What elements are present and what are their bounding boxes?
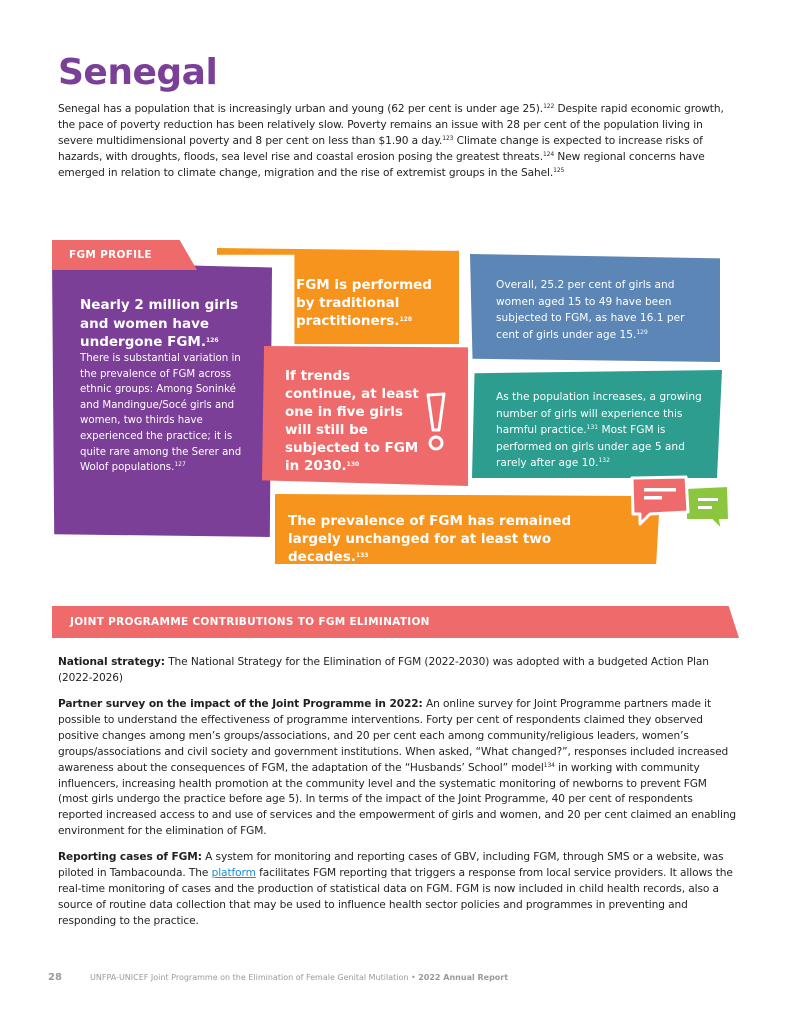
profile-headline-text: Nearly 2 million girls and women have undergone FGM. [80, 297, 239, 350]
population-growth-body: As the population increases, a growing number of girls will experience this harmful practice. [496, 391, 702, 436]
footnote-ref[interactable]: 128 [399, 316, 412, 323]
population-growth-text [496, 389, 706, 472]
partner-survey-text: An online survey for Joint Programme partners made it possible to understand the effectiveness of programme interventions. Forty per cent of respondents claimed they observed positive changes among men’s groups/associations, and 20 per cent each among community/religious leaders, women’s groups/associations and civil society and government institutions. When asked, “What changed?”, responses included increased awareness about the consequences of FGM, the adaptation of the “Husbands’ School” model [58, 698, 729, 774]
prevalence-stat-body: Overall, 25.2 per cent of girls and women aged 15 to 49 have been subjected to FGM, as have 16.1 per cent of girls under age 15. [496, 279, 685, 341]
footnote-ref[interactable]: 131 [586, 424, 599, 431]
reporting-text: A system for monitoring and reporting cases of GBV, including FGM, through SMS or a website, was piloted in Tambacounda. The [58, 851, 724, 879]
footnote-ref[interactable]: 132 [598, 457, 610, 464]
footer-text [90, 973, 508, 982]
intro-text: Despite rapid economic growth, the pace of poverty reduction has been relatively slow. Poverty remains an issue with 28 per cent of the population living in severe multidimensional poverty and 8 per cent on less than $1.90 a day. [58, 103, 724, 148]
national-strategy-paragraph [58, 655, 738, 687]
prevalence-stat-text [496, 277, 701, 343]
intro-text: Senegal has a population that is increasingly urban and young (62 per cent is under age 25). [58, 103, 544, 115]
exclamation-icon [424, 392, 448, 452]
profile-ethnic-body: There is substantial variation in the prevalence of FGM across ethnic groups: Among Soninké and Mandingue/Socé girls and women, two thirds have experienced the practice; it is quite rare among the Serer and Wolof populations. [80, 353, 242, 474]
footer-publication: UNFPA-UNICEF Joint Programme on the Elimination of Female Genital Mutilation • [90, 973, 419, 982]
platform-link[interactable]: platform [211, 866, 256, 879]
age-text: Most FGM is performed on girls under age 5 and rarely after age 10. [496, 424, 685, 469]
practitioners-text [296, 276, 446, 330]
footnote-ref[interactable]: 122 [543, 103, 555, 110]
footnote-ref[interactable]: 130 [346, 461, 360, 468]
unchanged-text [288, 512, 628, 566]
reporting-paragraph [58, 850, 738, 930]
reporting-text: facilitates FGM reporting that triggers a response from local service providers. It allows the real-time monitoring of cases and the production of statistical data on FGM. FGM is now included in child health records, also a source of routine data collection that may be used to influence health sector policies and programmes in preventing and responding to the practice. [58, 866, 733, 927]
footnote-ref[interactable]: 127 [174, 461, 186, 469]
footnote-ref[interactable]: 126 [205, 337, 219, 344]
unchanged-body: The prevalence of FGM has remained largely unchanged for at least two decades. [288, 513, 572, 565]
national-strategy-text: The National Strategy for the Elimination of FGM (2022-2030) was adopted with a budgeted Action Plan (2022-2026) [58, 656, 709, 684]
partner-survey-text: in working with community influencers, increasing health promotion at the community level and the systematic monitoring of newborns to prevent FGM (most girls undergo the practice before age 5). In terms of the impact of the Joint Programme, 40 per cent of respondents reported increased access to and use of services and the empowerment of girls and women, and 20 per cent claimed an enabling environment for the elimination of FGM. [58, 761, 737, 838]
footnote-ref[interactable]: 124 [542, 151, 555, 159]
footnote-ref[interactable]: 125 [553, 167, 565, 175]
reporting-label: Reporting cases of FGM: [58, 851, 202, 863]
intro-paragraph [58, 101, 738, 181]
contributions-header: JOINT PROGRAMME CONTRIBUTIONS TO FGM ELIMINATION [70, 616, 430, 628]
footnote-ref[interactable]: 133 [355, 552, 369, 559]
national-strategy-label: National strategy: [58, 656, 165, 668]
partner-survey-label: Partner survey on the impact of the Joint Programme in 2022: [58, 698, 423, 710]
trends-body: If trends continue, at least one in five girls will still be subjected to FGM in 2030. [285, 368, 419, 474]
page-number: 28 [48, 972, 62, 983]
footer-report: 2022 Annual Report [418, 973, 509, 982]
profile-headline [80, 296, 255, 352]
profile-ethnic-text [80, 351, 250, 476]
footnote-ref[interactable]: 123 [442, 135, 454, 143]
trends-text [285, 367, 425, 475]
intro-text: Climate change is expected to increase risks of hazards, with droughts, floods, sea level rise and coastal erosion posing the greatest threats. [58, 135, 703, 164]
practitioners-body: FGM is performed by traditional practitioners. [296, 277, 432, 329]
profile-tab-label: FGM PROFILE [69, 249, 152, 261]
page-title: Senegal [58, 52, 218, 93]
partner-survey-paragraph [58, 697, 738, 840]
footnote-ref[interactable]: 129 [636, 328, 648, 336]
chat-bubble-icon [628, 474, 738, 534]
footnote-ref[interactable]: 134 [543, 761, 555, 769]
intro-text: New regional concerns have emerged in relation to climate change, migration and the rise of extremist groups in the Sahel. [58, 151, 705, 180]
